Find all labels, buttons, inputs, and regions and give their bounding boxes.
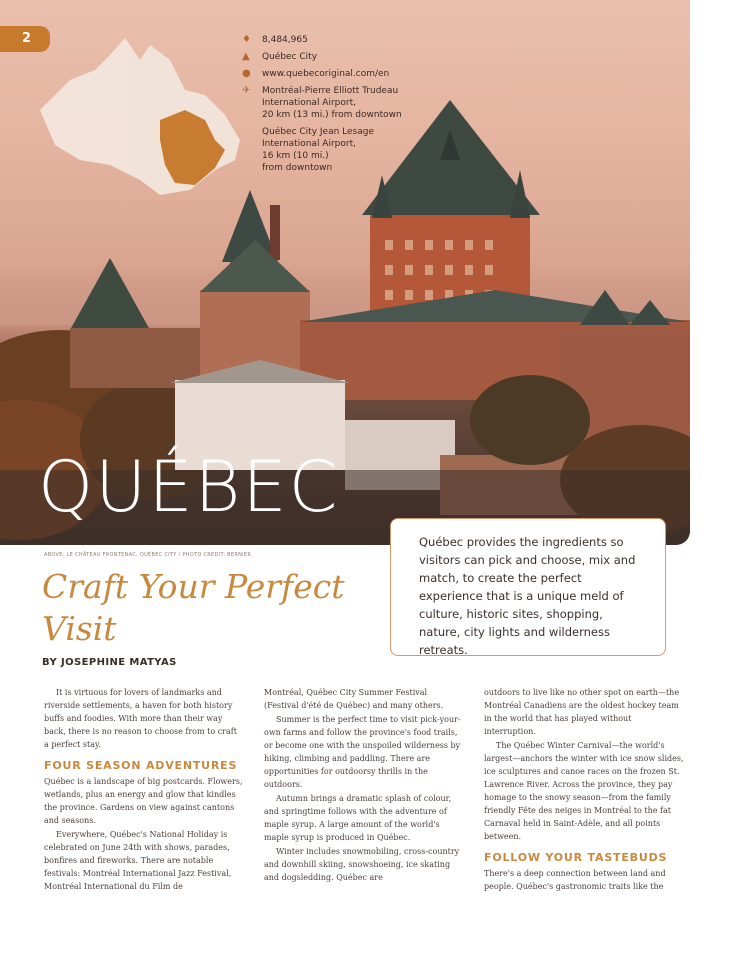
fact-airport-quebec: [242, 126, 422, 174]
intro-callout: Québec provides the ingredients so visitors can pick and choose, mix and match, to create the perfect experience that is a unique meld of culture, historic sites, shopping, nature, city lights and wilderness retreats.: [390, 518, 666, 656]
fact-text: 8,484,965: [262, 35, 308, 45]
globe-icon: ●: [242, 68, 251, 79]
fact-capital: [242, 51, 422, 63]
paragraph: It is virtuous for lovers of landmarks and riverside settlements, a haven for both history buffs and foodies. With more than their way back, there is no reason to choose from to craft a perfect stay.: [44, 688, 237, 749]
fact-population: [242, 34, 422, 46]
person-icon: ♦: [242, 34, 251, 45]
paragraph: Montréal, Québec City Summer Festival (Festival d'été de Québec) and many others.: [264, 688, 444, 710]
facts-list: [242, 34, 422, 179]
section-heading: FOUR SEASON ADVENTURES: [44, 759, 238, 772]
fact-airport-montreal: [242, 85, 422, 121]
capital-icon: ▲: [242, 51, 250, 62]
paragraph: Winter includes snowmobiling, cross-country and downhill skiing, snowshoeing, ice skating and dogsledding. Québec are: [264, 847, 460, 882]
paragraph: The Québec Winter Carnival—the world's largest—anchors the winter with ice snow slides, ice sculptures and canoe races on the frozen St. Lawrence River. Across the province, they pay homage to the snowy season—from the family friendly Fête des neiges in Montréal to the fat Carnaval held in Saint-Adèle, and all points between.: [484, 741, 684, 841]
fact-text: www.quebecoriginal.com/en: [262, 69, 390, 79]
article-headline: Craft Your Perfect Visit: [42, 567, 345, 648]
paragraph: Autumn brings a dramatic splash of colour, and springtime follows with the adventure of maple syrup. A large amount of the world's maple syrup is produced in Québec.: [264, 794, 452, 842]
text-column-1: [44, 686, 244, 894]
photo-credit: ABOVE: LE CHÂTEAU FRONTENAC, QUÉBEC CITY / PHOTO CREDIT: BERNIER: [44, 552, 252, 558]
canada-map: [40, 38, 240, 195]
paragraph: Québec is a landscape of big postcards. Flowers, wetlands, plus an energy and glow that kindles the province. Gardens on view against cantons and seasons.: [44, 777, 243, 825]
plane-icon: [242, 126, 262, 174]
paragraph: outdoors to live like no other spot on earth—the Montréal Canadiens are the oldest hockey team in the world that has played without interruption.: [484, 688, 680, 736]
paragraph: Summer is the perfect time to visit pick-your-own farms and follow the province's food trails, or become one with the unspoiled wilderness by hiking, climbing and paddling. There are opportunities for outdoorsy thrills in the outdoors.: [264, 715, 461, 789]
hero-title: QUÉBEC: [38, 446, 340, 528]
fact-website: [242, 68, 422, 80]
page-number: 2: [22, 31, 32, 46]
plane-icon: ✈: [242, 85, 251, 96]
fact-text: Montréal-Pierre Elliott Trudeau International Airport, 20 km (13 mi.) from downtown: [262, 86, 402, 120]
text-column-2: [264, 686, 464, 885]
page-number-tab: [0, 26, 50, 52]
section-heading: FOLLOW YOUR TASTEBUDS: [484, 851, 668, 864]
paragraph: There's a deep connection between land and people. Québec's gastronomic traits like the: [484, 869, 666, 891]
paragraph: Everywhere, Québec's National Holiday is celebrated on June 24th with shows, parades, bonfires and fireworks. There are notable festivals: Montréal International Jazz Festival, Montréal International du Film de: [44, 830, 232, 891]
byline: BY JOSEPHINE MATYAS: [42, 657, 177, 668]
fact-text: Québec City Jean Lesage International Airport, 16 km (10 mi.) from downtown: [262, 127, 375, 173]
text-column-3: [484, 686, 684, 894]
fact-text: Québec City: [262, 52, 318, 62]
